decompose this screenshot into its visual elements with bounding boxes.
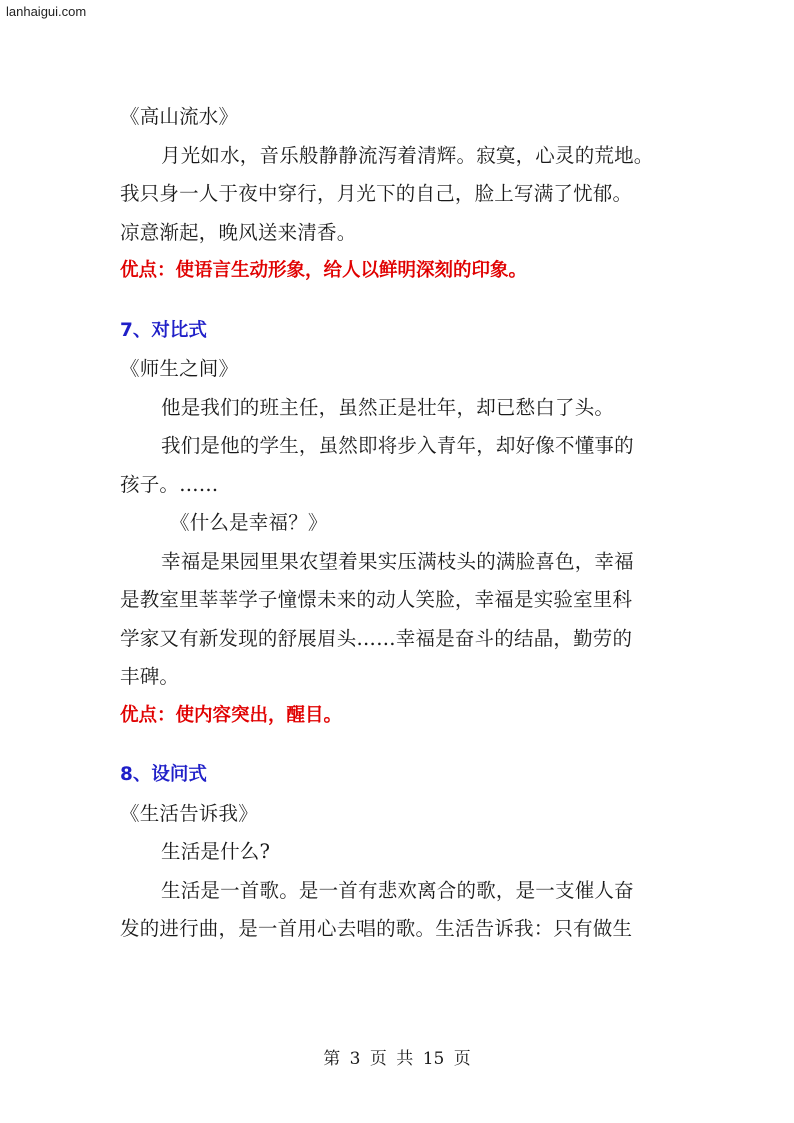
essay-title: 《什么是幸福？》 bbox=[170, 511, 328, 534]
paragraph-line: 幸福是果园里果农望着果实压满枝头的满脸喜色，幸福 bbox=[161, 549, 634, 573]
essay-title: 《生活告诉我》 bbox=[120, 801, 258, 825]
paragraph-line: 发的进行曲，是一首用心去唱的歌。生活告诉我：只有做生 bbox=[120, 917, 633, 940]
section-gap bbox=[120, 291, 680, 312]
section-gap bbox=[120, 735, 680, 756]
paragraph-line: 我们是他的学生，虽然即将步入青年，却好像不懂事的 bbox=[161, 434, 634, 457]
section-heading-7: 7、对比式 bbox=[120, 319, 207, 341]
merit-note: 优点：使语言生动形象，给人以鲜明深刻的印象。 bbox=[120, 260, 528, 281]
merit-note: 优点：使内容突出，醒目。 bbox=[120, 704, 343, 726]
paragraph-line: 我只身一人于夜中穿行，月光下的自己，脸上写满了忧郁。 bbox=[120, 182, 633, 205]
paragraph-line: 是教室里莘莘学子憧憬未来的动人笑脸，幸福是实验室里科 bbox=[120, 588, 633, 611]
paragraph-line: 凉意渐起，晚风送来清香。 bbox=[120, 220, 357, 244]
site-watermark: lanhaigui.com bbox=[6, 4, 87, 19]
paragraph-line: 丰碑。 bbox=[120, 665, 180, 688]
section-heading-8: 8、设问式 bbox=[120, 764, 207, 785]
paragraph-line: 生活是一首歌。是一首有悲欢离合的歌，是一支催人奋 bbox=[161, 878, 634, 902]
paragraph-line: 孩子。…… bbox=[120, 472, 219, 496]
essay-title: 《师生之间》 bbox=[120, 357, 239, 380]
paragraph-line: 月光如水，音乐般静静流泻着清辉。寂寞，心灵的荒地。 bbox=[161, 143, 654, 167]
page-number-footer: 第 3 页 共 15 页 bbox=[323, 1049, 471, 1069]
essay-title: 《高山流水》 bbox=[120, 105, 239, 128]
paragraph-line: 他是我们的班主任，虽然正是壮年，却已愁白了头。 bbox=[161, 395, 615, 419]
paragraph-line: 生活是什么? bbox=[161, 840, 271, 863]
paragraph-line: 学家又有新发现的舒展眉头……幸福是奋斗的结晶，勤劳的 bbox=[120, 626, 633, 650]
document-body bbox=[120, 98, 680, 949]
